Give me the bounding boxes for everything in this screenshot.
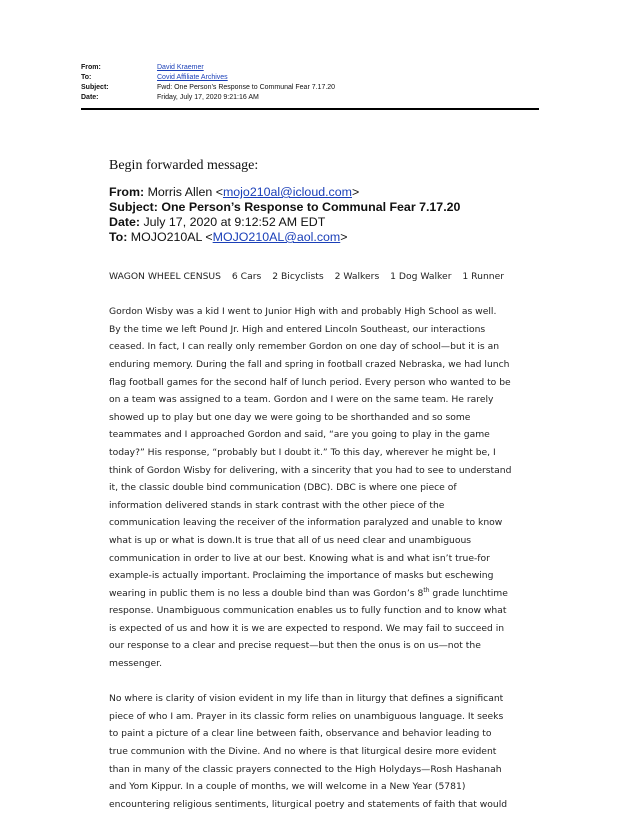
text-line: true communion with the Divine. And no where is that liturgical desire more evident [109,746,497,758]
text-line: enduring memory. During the fall and spring in football crazed Nebraska, we had lunch [109,358,510,370]
paragraph-2 [109,690,618,813]
census-title: WAGON WHEEL CENSUS [109,271,221,282]
date-value: Friday, July 17, 2020 9:21:16 AM [157,94,259,101]
census-item: 2 Walkers [334,271,380,282]
from-label: From: [81,64,101,71]
census-item: 2 Bicyclists [272,271,324,282]
text-line: No where is clarity of vision evident in my life than in liturgy that defines a significant [109,693,504,705]
text-line: piece of who I am. Prayer in its classic form relies on unambiguous language. It seeks [109,710,504,722]
text-line: example-is actually important. Proclaiming the importance of masks but eschewing [109,570,494,582]
paragraph-1 [109,303,618,672]
subject-value: Fwd: One Person’s Response to Communal Fear 7.17.20 [157,84,336,91]
forwarded-from-label: From: [109,185,145,199]
text-line: communication in order to live at our best. Knowing what is and what isn’t true-for [109,552,490,564]
text-line: is expected of us and how it is we are expected to respond. We may fail to succeed in [109,622,505,634]
forwarded-subject-value: One Person’s Response to Communal Fear 7.17.20 [161,200,461,214]
census-item: 1 Dog Walker [390,271,452,282]
text-line: ceased. In fact, I can really only remember Gordon on one day of school—but it is an [109,341,500,353]
subject-label: Subject: [81,84,109,91]
wearing-pre: wearing in public them is no less a double bind than was Gordon’s 8 [109,587,424,599]
text-line-with-superscript [109,585,618,603]
forwarded-from-email[interactable]: mojo210al@icloud.com [222,185,352,199]
text-line: to paint a picture of a clear line between faith, observance and behavior leading to [109,728,492,740]
header-to-row [81,73,541,83]
text-line: our response to a clear and precise request—but then the onus is on us—not the [109,640,481,652]
ordinal-superscript: th [423,586,430,594]
wearing-post: grade lunchtime [429,587,508,599]
text-line: what is up or what is down.It is true that all of us need clear and unambiguous [109,534,472,546]
forwarded-to-line [109,230,460,245]
forwarded-date-line [109,215,460,230]
header-from-row [81,63,541,73]
forwarded-subject-line [109,200,460,215]
forwarded-subject-label: Subject: [109,200,158,214]
forwarded-date-label: Date: [109,215,140,229]
text-line: teammates and I approached Gordon and said, “are you going to play in the game [109,429,490,441]
forwarded-to-end: > [340,230,348,244]
to-link[interactable]: Covid Affiliate Archives [157,74,228,81]
forwarded-to-name: MOJO210AL < [130,230,213,244]
header-divider [81,108,539,110]
forwarded-from-end: > [351,185,360,199]
forwarded-intro: Begin forwarded message: [109,158,259,173]
header-subject-row [81,83,541,93]
text-line: showed up to play but one day we were going to be shorthanded and so some [109,411,471,423]
forwarded-from-line [109,185,460,200]
census-item: 1 Runner [462,271,505,282]
header-date-row [81,93,541,103]
text-line: communication leaving the receiver of the information paralyzed and unable to know [109,517,503,529]
text-line: information delivered stands in stark contrast with the other piece of the [109,499,445,511]
email-header [81,63,541,103]
forwarded-to-label: To: [109,230,128,244]
from-link[interactable]: David Kraemer [157,64,204,71]
text-line: than in many of the classic prayers connected to the High Holydays—Rosh Hashanah [109,763,502,775]
forwarded-date-value: July 17, 2020 at 9:12:52 AM EDT [143,215,326,229]
forwarded-meta [109,185,460,245]
to-label: To: [81,74,92,81]
text-line: flag football games for the second half of lunch period. Every person who wanted to be [109,376,511,388]
forwarded-to-email[interactable]: MOJO210AL@aol.com [212,230,341,244]
census-line [109,268,618,286]
date-label: Date: [81,94,99,101]
message-body [109,268,618,813]
forwarded-from-name: Morris Allen < [147,185,223,199]
text-line: on a team was assigned to a team. Gordon and I were on the same team. He rarely [109,394,494,406]
text-line: encountering religious sentiments, liturgical poetry and statements of faith that would [109,798,508,810]
text-line: and Yom Kippur. In a couple of months, we will welcome in a New Year (5781) [109,781,466,793]
text-line: messenger. [109,658,162,670]
text-line: today?” His response, “probably but I doubt it.” To this day, wherever he might be, I [109,446,496,458]
paragraph-gap [109,286,618,304]
census-item: 6 Cars [231,271,262,282]
text-line: Gordon Wisby was a kid I went to Junior High with and probably High School as well. [109,306,497,318]
text-line: think of Gordon Wisby for delivering, with a sincerity that you had to see to understand [109,464,512,476]
text-line: By the time we left Pound Jr. High and entered Lincoln Southeast, our interactions [109,323,486,335]
text-line: response. Unambiguous communication enables us to fully function and to know what [109,605,507,617]
paragraph-gap [109,673,618,691]
text-line: it, the classic double bind communication (DBC). DBC is where one piece of [109,482,457,494]
